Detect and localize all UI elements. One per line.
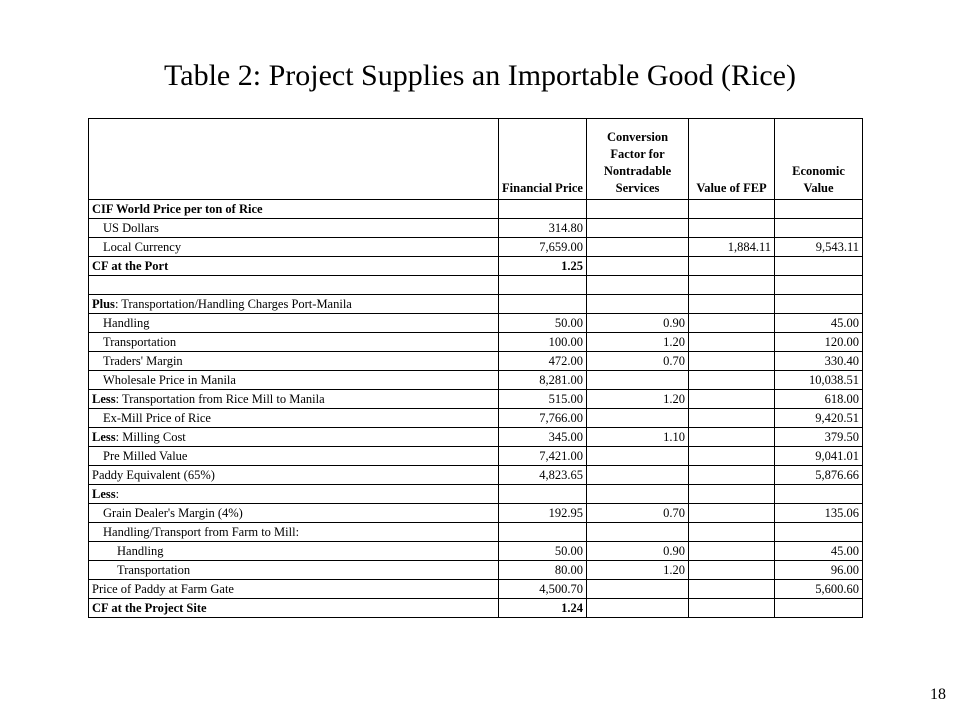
row-label-prefix: Plus — [92, 297, 115, 311]
row-label-text: : Transportation/Handling Charges Port-Manila — [114, 297, 352, 311]
table-row — [89, 219, 863, 238]
cell-financial: 50.00 — [499, 542, 587, 561]
cell-conversion: 0.70 — [587, 352, 689, 371]
cell-fep — [689, 428, 775, 447]
cell-conversion — [587, 466, 689, 485]
row-label-text: Handling/Transport from Farm to Mill: — [103, 525, 300, 539]
row-label — [89, 409, 499, 428]
cell-fep — [689, 333, 775, 352]
row-label — [89, 561, 499, 580]
row-label-text: Handling — [117, 544, 164, 558]
cell-financial — [499, 295, 587, 314]
cell-financial — [499, 276, 587, 295]
cell-conversion: 1.10 — [587, 428, 689, 447]
cell-financial: 7,766.00 — [499, 409, 587, 428]
cell-financial: 472.00 — [499, 352, 587, 371]
cell-economic: 9,543.11 — [775, 238, 863, 257]
cell-fep: 1,884.11 — [689, 238, 775, 257]
table-row — [89, 599, 863, 618]
cell-financial: 1.24 — [499, 599, 587, 618]
row-label — [89, 200, 499, 219]
cell-conversion — [587, 599, 689, 618]
cell-fep — [689, 485, 775, 504]
cell-economic — [775, 200, 863, 219]
cell-financial: 100.00 — [499, 333, 587, 352]
cell-economic — [775, 295, 863, 314]
row-label — [89, 276, 499, 295]
cell-fep — [689, 257, 775, 276]
table-row — [89, 200, 863, 219]
table-row — [89, 447, 863, 466]
cell-fep — [689, 542, 775, 561]
rice-table — [88, 118, 863, 618]
table-row — [89, 390, 863, 409]
row-label-text: Grain Dealer's Margin (4%) — [103, 506, 243, 520]
cell-fep — [689, 504, 775, 523]
row-label — [89, 371, 499, 390]
row-label — [89, 219, 499, 238]
cell-conversion — [587, 219, 689, 238]
row-label — [89, 390, 499, 409]
row-label — [89, 352, 499, 371]
cell-conversion — [587, 257, 689, 276]
table-row — [89, 276, 863, 295]
cell-financial: 1.25 — [499, 257, 587, 276]
cell-financial: 7,421.00 — [499, 447, 587, 466]
cell-fep — [689, 580, 775, 599]
cell-conversion — [587, 485, 689, 504]
cell-fep — [689, 466, 775, 485]
cell-economic — [775, 523, 863, 542]
cell-financial: 7,659.00 — [499, 238, 587, 257]
row-label — [89, 447, 499, 466]
cell-conversion — [587, 447, 689, 466]
row-label — [89, 523, 499, 542]
cell-financial: 4,500.70 — [499, 580, 587, 599]
cell-fep — [689, 523, 775, 542]
cell-financial: 314.80 — [499, 219, 587, 238]
cell-fep — [689, 371, 775, 390]
row-label-text: Paddy Equivalent (65%) — [92, 468, 215, 482]
cell-fep — [689, 295, 775, 314]
row-label-prefix: Less — [92, 430, 116, 444]
cell-economic: 96.00 — [775, 561, 863, 580]
cell-conversion — [587, 295, 689, 314]
cell-conversion: 0.70 — [587, 504, 689, 523]
cell-economic: 135.06 — [775, 504, 863, 523]
cell-economic — [775, 276, 863, 295]
cell-economic — [775, 219, 863, 238]
page-number: 18 — [930, 686, 946, 703]
row-label-prefix: Less — [92, 392, 116, 406]
cell-fep — [689, 390, 775, 409]
cell-financial: 515.00 — [499, 390, 587, 409]
cell-conversion: 0.90 — [587, 314, 689, 333]
table-row — [89, 238, 863, 257]
cell-financial — [499, 200, 587, 219]
cell-fep — [689, 599, 775, 618]
table-header-row — [89, 119, 863, 200]
row-label-text: CF at the Port — [92, 259, 169, 273]
cell-fep — [689, 276, 775, 295]
cell-financial: 192.95 — [499, 504, 587, 523]
table-row — [89, 542, 863, 561]
header-conversion-factor: Conversion Factor for Nontradable Services — [587, 119, 689, 200]
cell-economic: 45.00 — [775, 542, 863, 561]
cell-financial: 80.00 — [499, 561, 587, 580]
row-label-text: : — [115, 487, 120, 501]
table-row — [89, 466, 863, 485]
row-label-text: Transportation — [117, 563, 191, 577]
row-label — [89, 428, 499, 447]
cell-financial: 4,823.65 — [499, 466, 587, 485]
cell-financial — [499, 523, 587, 542]
row-label-text: CF at the Project Site — [92, 601, 207, 615]
row-label-text: US Dollars — [103, 221, 159, 235]
table-row — [89, 580, 863, 599]
cell-fep — [689, 447, 775, 466]
cell-financial: 345.00 — [499, 428, 587, 447]
table-row — [89, 523, 863, 542]
row-label — [89, 257, 499, 276]
header-label — [89, 119, 499, 200]
row-label-text: Transportation — [103, 335, 177, 349]
row-label-text: Traders' Margin — [103, 354, 183, 368]
row-label-text: Local Currency — [103, 240, 182, 254]
table-row — [89, 428, 863, 447]
slide-title: Table 2: Project Supplies an Importable Good (Rice) — [164, 59, 796, 92]
cell-economic: 5,876.66 — [775, 466, 863, 485]
table-row — [89, 314, 863, 333]
cell-fep — [689, 314, 775, 333]
cell-conversion — [587, 238, 689, 257]
table-row — [89, 295, 863, 314]
header-economic-value: Economic Value — [775, 119, 863, 200]
row-label — [89, 466, 499, 485]
row-label-text: : Transportation from Rice Mill to Manila — [115, 392, 325, 406]
cell-conversion — [587, 276, 689, 295]
row-label-prefix: Less — [92, 487, 116, 501]
row-label-text: Handling — [103, 316, 150, 330]
cell-financial: 50.00 — [499, 314, 587, 333]
cell-economic: 9,041.01 — [775, 447, 863, 466]
cell-financial — [499, 485, 587, 504]
cell-economic: 9,420.51 — [775, 409, 863, 428]
header-financial-price: Financial Price — [499, 119, 587, 200]
row-label — [89, 485, 499, 504]
cell-conversion: 1.20 — [587, 390, 689, 409]
cell-fep — [689, 352, 775, 371]
cell-economic — [775, 257, 863, 276]
table-row — [89, 371, 863, 390]
row-label — [89, 542, 499, 561]
row-label-text: CIF World Price per ton of Rice — [92, 202, 263, 216]
table-row — [89, 485, 863, 504]
cell-economic — [775, 485, 863, 504]
row-label — [89, 580, 499, 599]
table-body — [89, 200, 863, 618]
table-row — [89, 504, 863, 523]
cell-conversion — [587, 371, 689, 390]
cell-economic — [775, 599, 863, 618]
cell-fep — [689, 200, 775, 219]
row-label-text: Wholesale Price in Manila — [103, 373, 236, 387]
cell-fep — [689, 219, 775, 238]
row-label — [89, 314, 499, 333]
row-label-text: : Milling Cost — [115, 430, 186, 444]
cell-conversion: 0.90 — [587, 542, 689, 561]
cell-conversion — [587, 200, 689, 219]
cell-economic: 5,600.60 — [775, 580, 863, 599]
row-label — [89, 238, 499, 257]
cell-conversion — [587, 580, 689, 599]
cell-economic: 330.40 — [775, 352, 863, 371]
cell-conversion: 1.20 — [587, 561, 689, 580]
cell-economic: 379.50 — [775, 428, 863, 447]
row-label-text: Ex-Mill Price of Rice — [103, 411, 211, 425]
row-label — [89, 295, 499, 314]
table-row — [89, 257, 863, 276]
table-row — [89, 409, 863, 428]
row-label-text: Pre Milled Value — [103, 449, 188, 463]
table-row — [89, 561, 863, 580]
cell-economic: 618.00 — [775, 390, 863, 409]
table-row — [89, 352, 863, 371]
cell-economic: 120.00 — [775, 333, 863, 352]
row-label — [89, 504, 499, 523]
header-value-of-fep: Value of FEP — [689, 119, 775, 200]
cell-conversion: 1.20 — [587, 333, 689, 352]
cell-fep — [689, 409, 775, 428]
cell-economic: 45.00 — [775, 314, 863, 333]
cell-conversion — [587, 409, 689, 428]
row-label — [89, 599, 499, 618]
row-label — [89, 333, 499, 352]
cell-fep — [689, 561, 775, 580]
cell-economic: 10,038.51 — [775, 371, 863, 390]
row-label-text: Price of Paddy at Farm Gate — [92, 582, 234, 596]
table-row — [89, 333, 863, 352]
cell-financial: 8,281.00 — [499, 371, 587, 390]
cell-conversion — [587, 523, 689, 542]
